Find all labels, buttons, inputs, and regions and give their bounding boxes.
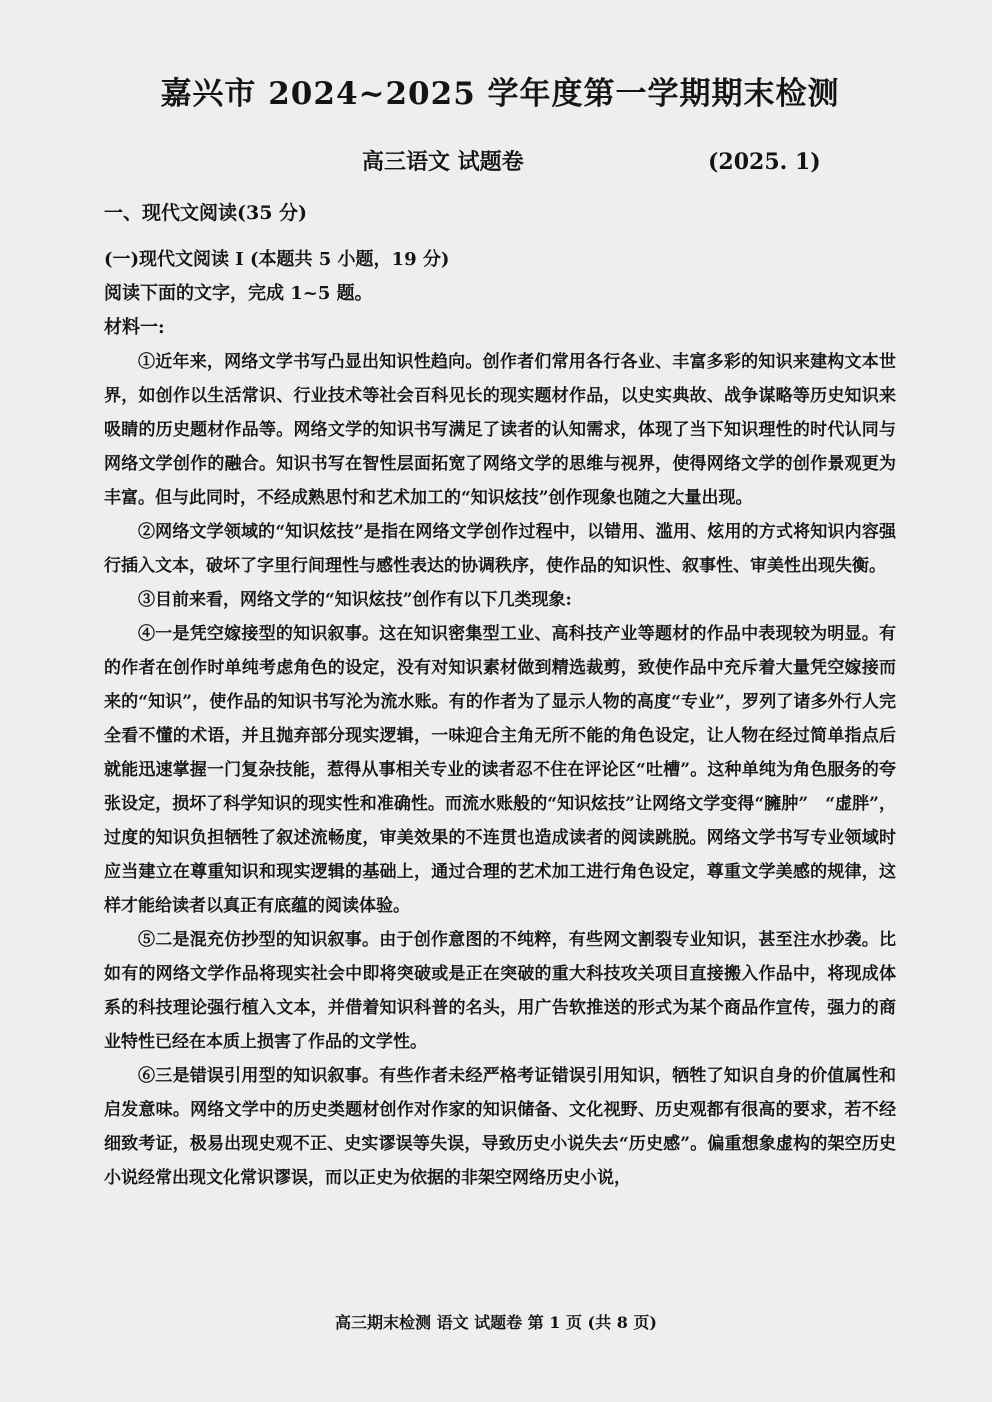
paragraph-4: ④一是凭空嫁接型的知识叙事。这在知识密集型工业、高科技产业等题材的作品中表现较为明显。有的作者在创作时单纯考虑角色的设定，没有对知识素材做到精选裁剪，致使作品中充斥着大量凭空嫁接而来的“知识”，使作品的知识书写沦为流水账。有的作者为了显示人物的高度“专业”，罗列了诸多外行人完全看不懂的术语，并且抛弃部分现实逻辑，一味迎合主角无所不能的角色设定，让人物在经过简单指点后就能迅速掌握一门复杂技能，惹得从事相关专业的读者忍不住在评论区“吐槽”。这种单纯为角色服务的夸张设定，损坏了科学知识的现实性和准确性。而流水账般的“知识炫技”让网络文学变得“臃肿” “虚胖”，过度的知识负担牺牲了叙述流畅度，审美效果的不连贯也造成读者的阅读跳脱。网络文学书写专业领域时应当建立在尊重知识和现实逻辑的基础上，通过合理的艺术加工进行角色设定，尊重文学美感的规律，这样才能给读者以真正有底蕴的阅读体验。 bbox=[104, 624, 896, 916]
exam-date: (2025. 1) bbox=[708, 149, 821, 175]
exam-subtitle: 高三语文 试题卷 bbox=[362, 149, 524, 175]
paragraph-2: ②网络文学领域的“知识炫技”是指在网络文学创作过程中，以错用、滥用、炫用的方式将知识内容强行插入文本，破坏了字里行间理性与感性表达的协调秩序，使作品的知识性、叙事性、审美性出现失衡。 bbox=[104, 522, 896, 576]
passage-body bbox=[104, 345, 896, 1195]
paragraph-5: ⑤二是混充仿抄型的知识叙事。由于创作意图的不纯粹，有些网文割裂专业知识，甚至注水抄袭。比如有的网络文学作品将现实社会中即将突破或是正在突破的重大科技攻关项目直接搬入作品中，将现成体系的科技理论强行植入文本，并借着知识科普的名头，用广告软推送的形式为某个商品作宣传，强力的商业特性已经在本质上损害了作品的文学性。 bbox=[104, 930, 896, 1052]
page-footer: 高三期末检测 语文 试题卷 第 1 页 (共 8 页) bbox=[335, 1313, 657, 1332]
paragraph-6: ⑥三是错误引用型的知识叙事。有些作者未经严格考证错误引用知识，牺牲了知识自身的价值属性和启发意味。网络文学中的历史类题材创作对作家的知识储备、文化视野、历史观都有很高的要求，若不经细致考证，极易出现史观不正、史实谬误等失误，导致历史小说失去“历史感”。偏重想象虚构的架空历史小说经常出现文化常识谬误，而以正史为依据的非架空网络历史小说， bbox=[104, 1066, 896, 1188]
exam-title: 嘉兴市 2024~2025 学年度第一学期期末检测 bbox=[160, 76, 840, 112]
part-heading: (一)现代文阅读 I (本题共 5 小题，19 分) bbox=[104, 249, 450, 270]
section-heading: 一、现代文阅读(35 分) bbox=[104, 202, 308, 224]
paragraph-1: ①近年来，网络文学书写凸显出知识性趋向。创作者们常用各行各业、丰富多彩的知识来建构文本世界，如创作以生活常识、行业技术等社会百科见长的现实题材作品，以史实典故、战争谋略等历史知识来吸睛的历史题材作品等。网络文学的知识书写满足了读者的认知需求，体现了当下知识理性的时代认同与网络文学创作的融合。知识书写在智性层面拓宽了网络文学的思维与视界，使得网络文学的创作景观更为丰富。但与此同时，不经成熟思忖和艺术加工的“知识炫技”创作现象也随之大量出现。 bbox=[104, 352, 896, 508]
material-label: 材料一: bbox=[104, 317, 165, 338]
instruction: 阅读下面的文字，完成 1~5 题。 bbox=[104, 283, 373, 304]
paragraph-3: ③目前来看，网络文学的“知识炫技”创作有以下几类现象: bbox=[138, 590, 572, 610]
subtitle-row bbox=[104, 142, 896, 182]
